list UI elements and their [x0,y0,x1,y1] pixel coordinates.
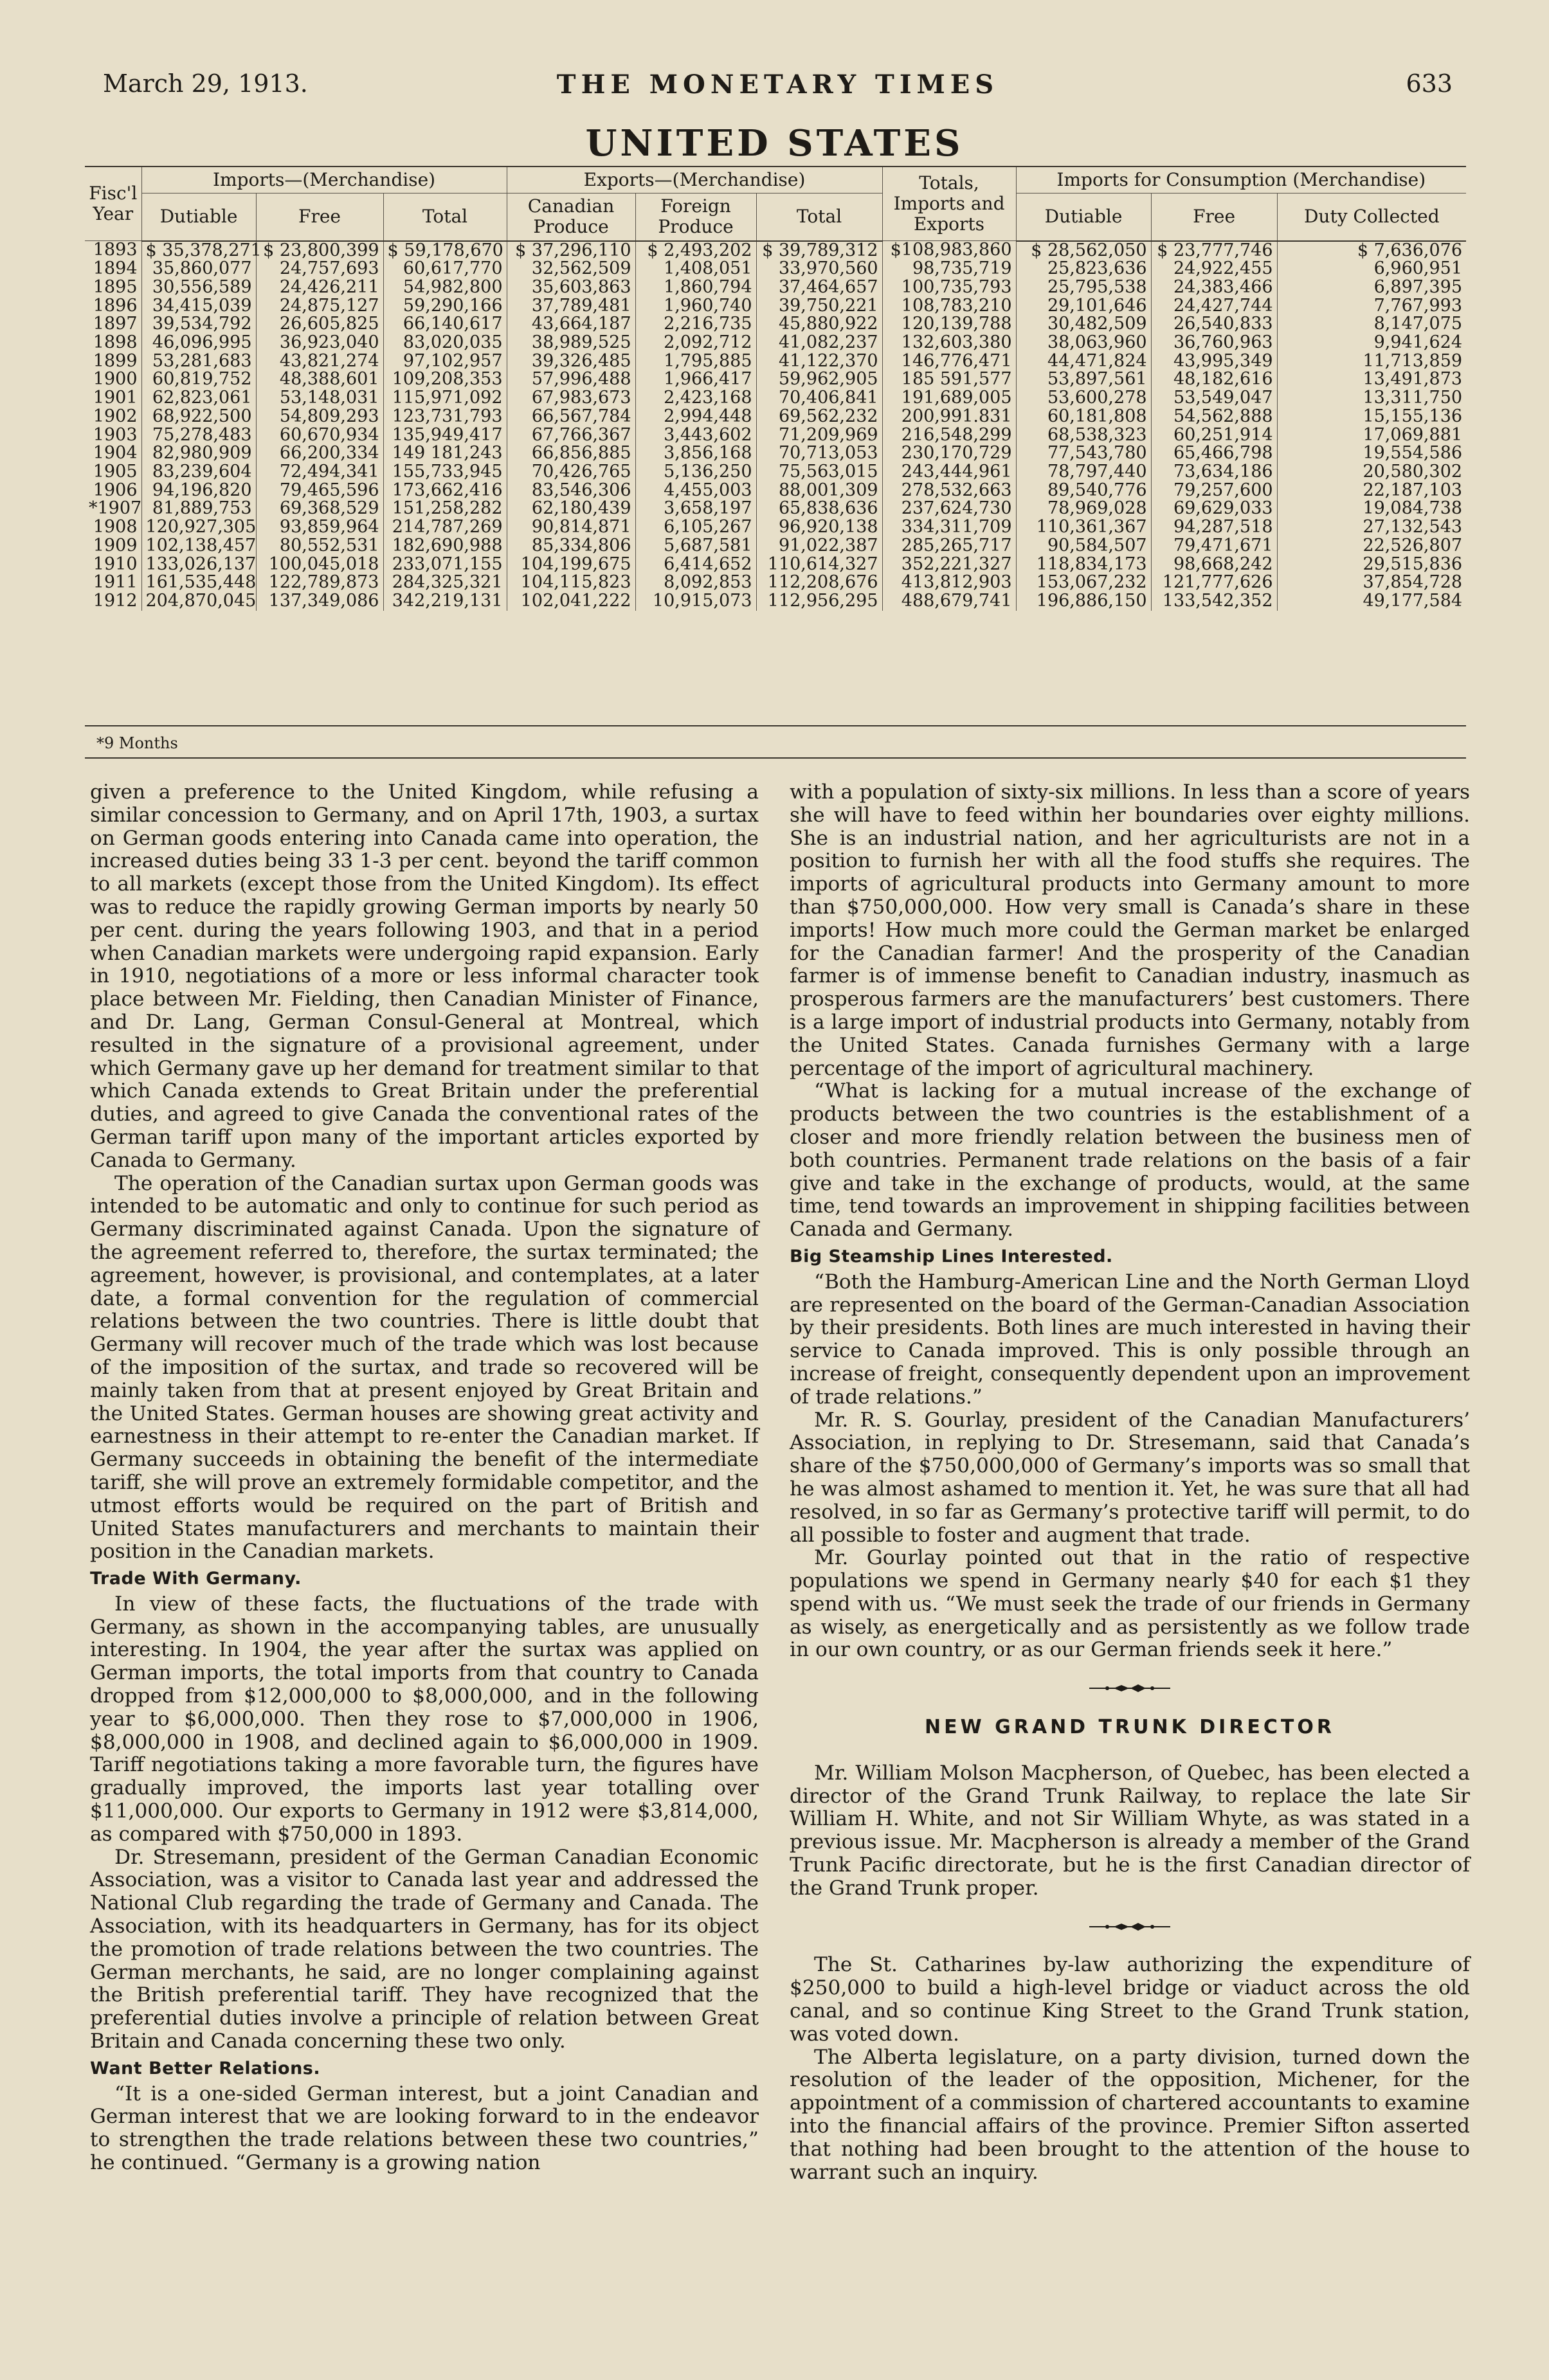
value-cell: 26,540,833 [1151,315,1277,334]
year-cell: 1900 [93,369,138,390]
value-cell: 230,170,729 [882,444,1016,463]
ornament-icon [1088,1683,1172,1693]
value-cell: 112,208,676 [756,573,882,592]
value-cell: 60,670,934 [256,426,383,445]
value-cell: 39,534,792 [141,315,256,334]
value-cell: 38,063,960 [1016,334,1151,352]
value-cell: 7,767,993 [1277,297,1466,316]
value-cell: 3,658,197 [635,500,756,518]
value-cell: 214,787,269 [383,518,507,537]
value-cell: 66,140,617 [383,315,507,334]
right-text-column [790,781,1470,2184]
value-cell: 15,155,136 [1277,408,1466,426]
value-cell: 13,491,873 [1277,370,1466,389]
value-cell: 66,200,334 [256,444,383,463]
header-exports-total: Total [756,194,882,241]
value-cell: 36,923,040 [256,334,383,352]
table-row [85,537,1466,555]
value-cell: 66,567,784 [507,408,635,426]
article-headline: NEW GRAND TRUNK DIRECTOR [925,1716,1335,1739]
table-body [85,241,1466,611]
value-cell: 68,922,500 [141,408,256,426]
value-cell: 104,115,823 [507,573,635,592]
value-cell: 80,552,531 [256,537,383,555]
value-cell: 57,996,488 [507,370,635,389]
value-cell: 71,209,969 [756,426,882,445]
value-cell: 27,132,543 [1277,518,1466,537]
value-cell: 102,138,457 [141,537,256,555]
value-cell: 81,889,753 [141,500,256,518]
value-cell: 78,969,028 [1016,500,1151,518]
header-total: Total [383,194,507,241]
value-cell: 204,870,045 [141,592,256,611]
value-cell: $108,983,860 [882,241,1016,260]
value-cell: 41,122,370 [756,352,882,371]
value-cell: 24,757,693 [256,260,383,278]
value-cell: 53,281,683 [141,352,256,371]
value-cell: 65,838,636 [756,500,882,518]
header-imports-group: Imports—(Merchandise) [141,167,507,194]
value-cell: 149 181,243 [383,444,507,463]
value-cell: 53,897,561 [1016,370,1151,389]
value-cell: 13,311,750 [1277,389,1466,408]
left-text-column [90,781,759,2175]
header-free: Free [256,194,383,241]
value-cell: 137,349,086 [256,592,383,611]
table-row [85,389,1466,408]
value-cell: 10,915,073 [635,592,756,611]
year-cell: 1906 [93,480,138,500]
value-cell: 48,182,616 [1151,370,1277,389]
value-cell: 24,426,211 [256,278,383,297]
value-cell: 94,287,518 [1151,518,1277,537]
value-cell: 196,886,150 [1016,592,1151,611]
subheading: Trade With Germany. [90,1569,302,1589]
value-cell: 35,603,863 [507,278,635,297]
value-cell: 83,239,604 [141,463,256,482]
value-cell: 161,535,448 [141,573,256,592]
header-dutiable: Dutiable [141,194,256,241]
value-cell: 60,251,914 [1151,426,1277,445]
value-cell: 36,760,963 [1151,334,1277,352]
table-row [85,260,1466,278]
table-footnote: *9 Months [96,734,178,752]
value-cell: 100,735,793 [882,278,1016,297]
value-cell: 3,856,168 [635,444,756,463]
value-cell: 1,408,051 [635,260,756,278]
value-cell: 66,856,885 [507,444,635,463]
value-cell: 133,542,352 [1151,592,1277,611]
table-row [85,426,1466,445]
value-cell: $ 37,296,110 [507,241,635,260]
year-cell: 1903 [93,424,138,445]
value-cell: 60,819,752 [141,370,256,389]
value-cell: 173,662,416 [383,482,507,500]
value-cell: 1,966,417 [635,370,756,389]
paragraph: The operation of the Canadian surtax upon German goods was intended to be automatic and only to continue for such period as Germany discriminated against Canada. Upon the signature of the agreement referred to, therefore, the surtax terminated; the agreement, however, is provisional, and contemplates, at a later date, a formal convention for the regulation of commercial relations between the two countries. There is little doubt that Germany will recover much of the trade which was lost because of the imposition of the surtax, and trade so recovered will be mainly taken from that at present enjoyed by Great Britain and the United States. German houses are showing great activity and earnestness in their attempt to re-enter the Canadian market. If Germany succeeds in obtaining the benefit of the intermediate tariff, she will prove an extremely formidable competitor, and the utmost efforts would be required on the part of British and United States manufacturers and merchants to maintain their position in the Canadian markets. [90,1171,759,1564]
value-cell: 96,920,138 [756,518,882,537]
value-cell: 2,092,712 [635,334,756,352]
header-cons-dutiable: Dutiable [1016,194,1151,241]
year-cell: 1911 [93,572,138,593]
value-cell: 24,922,455 [1151,260,1277,278]
value-cell: 120,139,788 [882,315,1016,334]
value-cell: 67,983,673 [507,389,635,408]
year-cell: 1904 [93,443,138,464]
value-cell: 79,257,600 [1151,482,1277,500]
value-cell: 59,290,166 [383,297,507,316]
header-totals: Totals, Imports and Exports [882,167,1016,241]
value-cell: 2,994,448 [635,408,756,426]
value-cell: 83,546,306 [507,482,635,500]
value-cell: 70,426,765 [507,463,635,482]
value-cell: $ 23,800,399 [256,241,383,260]
value-cell: 29,101,646 [1016,297,1151,316]
value-cell: $ 28,562,050 [1016,241,1151,260]
value-cell: 69,629,033 [1151,500,1277,518]
value-cell: 75,278,483 [141,426,256,445]
year-cell: 1894 [93,258,138,279]
value-cell: 69,562,232 [756,408,882,426]
value-cell: 118,834,173 [1016,555,1151,574]
value-cell: $ 23,777,746 [1151,241,1277,260]
value-cell: 43,821,274 [256,352,383,371]
table-row [85,555,1466,574]
value-cell: 6,414,652 [635,555,756,574]
value-cell: 182,690,988 [383,537,507,555]
value-cell: 334,311,709 [882,518,1016,537]
value-cell: 32,562,509 [507,260,635,278]
paragraph: The St. Catharines by-law authorizing the expenditure of $250,000 to build a high-level bridge or viaduct across the old canal, and so continue King Street to the Grand Trunk station, was voted down. [790,1953,1470,2046]
table-row [85,592,1466,611]
value-cell: 19,554,586 [1277,444,1466,463]
ornament-divider [790,1676,1470,1699]
value-cell: 90,814,871 [507,518,635,537]
year-cell: 1912 [93,590,138,611]
value-cell: 26,605,825 [256,315,383,334]
value-cell: 24,427,744 [1151,297,1277,316]
value-cell: 413,812,903 [882,573,1016,592]
value-cell: 49,177,584 [1277,592,1466,611]
value-cell: 2,423,168 [635,389,756,408]
value-cell: 37,789,481 [507,297,635,316]
value-cell: 6,897,395 [1277,278,1466,297]
subheading: Big Steamship Lines Interested. [790,1246,1113,1267]
value-cell: 85,334,806 [507,537,635,555]
value-cell: 1,860,794 [635,278,756,297]
value-cell: 5,687,581 [635,537,756,555]
value-cell: 17,069,881 [1277,426,1466,445]
paragraph: Mr. Gourlay pointed out that in the ratio of respective populations we spend in Germany nearly $40 for each $1 they spend with us. “We must seek the trade of our friends in Germany as wisely, as energetically and as persistently as we follow trade in our own country, or as our German friends seek it here.” [790,1546,1470,1662]
value-cell: 45,880,922 [756,315,882,334]
value-cell: 20,580,302 [1277,463,1466,482]
paragraph: with a population of sixty-six millions. In less than a score of years she will have to feed within her boundaries over eighty millions. She is an industrial nation, and her agriculturists are not in a position to furnish her with all the food stuffs she requires. The imports of agricultural products into Germany amount to more than $750,000,000. How very small is Canada’s share in these imports! How much more could the German market be enlarged for the Canadian farmer! And the prosperity of the Canadian farmer is of immense benefit to Canadian industry, inasmuch as prosperous farmers are the manufacturers’ best customers. There is a large import of industrial products into Germany, notably from the United States. Canada furnishes Germany with a large percentage of the import of agricultural machinery. [790,780,1470,1080]
issue-date: March 29, 1913. [103,69,308,98]
value-cell: 110,614,327 [756,555,882,574]
value-cell: 53,148,031 [256,389,383,408]
value-cell: 34,415,039 [141,297,256,316]
value-cell: 153,067,232 [1016,573,1151,592]
paragraph: “What is lacking for a mutual increase of the exchange of products between the two countries is the establishment of a closer and more friendly relation between the business men of both countries. Permanent trade relations on the basis of a fair give and take in the exchange of products, would, at the same time, tend towards an improvement in shipping facilities between Canada and Germany. [790,1079,1470,1241]
year-cell: 1899 [93,350,138,371]
paragraph: In view of these facts, the fluctuations of the trade with Germany, as shown in the accompanying tables, are unusually interesting. In 1904, the year after the surtax was applied on German imports, the total imports from that country to Canada dropped from $12,000,000 to $8,000,000, and in the following year to $6,000,000. Then they rose to $7,000,000 in 1906, $8,000,000 in 1908, and declined again to $6,000,000 in 1909. Tariff negotiations taking a more favorable turn, the figures have gradually improved, the imports last year totalling over $11,000,000. Our exports to Germany in 1912 were $3,814,000, as compared with $750,000 in 1893. [90,1592,759,1846]
value-cell: 83,020,035 [383,334,507,352]
table-row [85,463,1466,482]
header-canadian-produce: Canadian Produce [507,194,635,241]
table-row [85,482,1466,500]
running-head [103,69,1453,108]
page-number: 633 [1406,69,1453,98]
value-cell: 65,466,798 [1151,444,1277,463]
value-cell: 233,071,155 [383,555,507,574]
paragraph: “It is a one-sided German interest, but a joint Canadian and German interest that we are looking forward to in the endeavor to strengthen the trade relations between these two countries,” he continued. “Germany is a growing nation [90,2082,759,2175]
value-cell: 6,105,267 [635,518,756,537]
value-cell: 46,096,995 [141,334,256,352]
table-row [85,241,1466,260]
value-cell: 97,102,957 [383,352,507,371]
paragraph: “Both the Hamburg-American Line and the North German Lloyd are represented on the board of the German-Canadian Association by their presidents. Both lines are much interested in having their service to Canada improved. This is only possible through an increase of freight, consequently dependent upon an improvement of trade relations.” [790,1270,1470,1409]
header-exports-group: Exports—(Merchandise) [507,167,882,194]
publication-title: THE MONETARY TIMES [556,69,999,100]
value-cell: 25,823,636 [1016,260,1151,278]
table-title: UNITED STATES [585,122,964,165]
value-cell: 93,859,964 [256,518,383,537]
value-cell: 59,962,905 [756,370,882,389]
value-cell: 8,147,075 [1277,315,1466,334]
value-cell: 68,538,323 [1016,426,1151,445]
value-cell: 121,777,626 [1151,573,1277,592]
value-cell: 69,368,529 [256,500,383,518]
value-cell: 488,679,741 [882,592,1016,611]
value-cell: 22,526,807 [1277,537,1466,555]
value-cell: 123,731,793 [383,408,507,426]
value-cell: 44,471,824 [1016,352,1151,371]
value-cell: $ 39,789,312 [756,241,882,260]
value-cell: 11,713,859 [1277,352,1466,371]
year-cell: 1895 [93,276,138,297]
value-cell: 94,196,820 [141,482,256,500]
table-row [85,352,1466,371]
value-cell: 30,556,589 [141,278,256,297]
value-cell: 60,617,770 [383,260,507,278]
value-cell: 91,022,387 [756,537,882,555]
table-row [85,518,1466,537]
header-duty-collected: Duty Collected [1277,194,1466,241]
value-cell: 102,041,222 [507,592,635,611]
value-cell: 41,082,237 [756,334,882,352]
table-row [85,297,1466,316]
paragraph: given a preference to the United Kingdom, while refusing a similar concession to Germany, and on April 17th, 1903, a surtax on German goods entering into Canada came into operation, the increased duties being 33 1-3 per cent. beyond the tariff common to all markets (except those from the United Kingdom). Its effect was to reduce the rapidly growing German imports by nearly 50 per cent. during the years following 1903, and that in a period when Canadian markets were undergoing rapid expansion. Early in 1910, negotiations of a more or less informal character took place between Mr. Fielding, then Canadian Minister of Finance, and Dr. Lang, German Consul-General at Montreal, which resulted in the signature of a provisional agreement, under which Germany gave up her demand for treatment similar to that which Canada extends to Great Britain under the preferential duties, and agreed to give Canada the conventional rates of the German tariff upon many of the important articles exported by Canada to Germany. [90,780,759,1172]
year-cell: 1908 [93,517,138,537]
value-cell: 8,092,853 [635,573,756,592]
value-cell: 35,860,077 [141,260,256,278]
value-cell: 62,823,061 [141,389,256,408]
value-cell: 37,854,728 [1277,573,1466,592]
value-cell: 37,464,657 [756,278,882,297]
value-cell: 88,001,309 [756,482,882,500]
value-cell: 43,995,349 [1151,352,1277,371]
value-cell: 79,465,596 [256,482,383,500]
value-cell: 53,600,278 [1016,389,1151,408]
subheading: Want Better Relations. [90,2058,321,2078]
value-cell: 4,455,003 [635,482,756,500]
ornament-icon [1088,1922,1172,1932]
table-row [85,315,1466,334]
value-cell: 89,540,776 [1016,482,1151,500]
value-cell: 39,750,221 [756,297,882,316]
table-row [85,573,1466,592]
year-cell: 1896 [93,295,138,316]
value-cell: 6,960,951 [1277,260,1466,278]
value-cell: 352,221,327 [882,555,1016,574]
year-cell: 1902 [93,406,138,426]
value-cell: 79,471,671 [1151,537,1277,555]
value-cell: 284,325,321 [383,573,507,592]
value-cell: 104,199,675 [507,555,635,574]
value-cell: 191,689,005 [882,389,1016,408]
value-cell: 70,406,841 [756,389,882,408]
value-cell: 3,443,602 [635,426,756,445]
year-cell: 1901 [93,388,138,408]
value-cell: 53,549,047 [1151,389,1277,408]
header-foreign-produce: Foreign Produce [635,194,756,241]
value-cell: 39,326,485 [507,352,635,371]
year-cell: 1893 [93,240,138,260]
value-cell: 24,383,466 [1151,278,1277,297]
value-cell: 78,797,440 [1016,463,1151,482]
value-cell: $ 7,636,076 [1277,241,1466,260]
table-row [85,278,1466,297]
year-cell: *1907 [89,498,142,519]
value-cell: 108,783,210 [882,297,1016,316]
header-fiscal-year: Fisc'l Year [85,167,141,241]
value-cell: 100,045,018 [256,555,383,574]
value-cell: 19,084,738 [1277,500,1466,518]
value-cell: 2,216,735 [635,315,756,334]
table-row [85,370,1466,389]
value-cell: 30,482,509 [1016,315,1151,334]
value-cell: $ 59,178,670 [383,241,507,260]
table-row [85,408,1466,426]
value-cell: 48,388,601 [256,370,383,389]
value-cell: 54,982,800 [383,278,507,297]
value-cell: 133,026,137 [141,555,256,574]
value-cell: 243,444,961 [882,463,1016,482]
table-row [85,500,1466,518]
value-cell: 112,956,295 [756,592,882,611]
header-cons-free: Free [1151,194,1277,241]
value-cell: 22,187,103 [1277,482,1466,500]
value-cell: 278,532,663 [882,482,1016,500]
value-cell: 67,766,367 [507,426,635,445]
value-cell: 109,208,353 [383,370,507,389]
value-cell: 25,795,538 [1016,278,1151,297]
year-cell: 1897 [93,314,138,334]
value-cell: 62,180,439 [507,500,635,518]
value-cell: 135,949,417 [383,426,507,445]
year-cell: 1898 [93,332,138,353]
value-cell: 120,927,305 [141,518,256,537]
value-cell: 9,941,624 [1277,334,1466,352]
value-cell: 73,634,186 [1151,463,1277,482]
value-cell: 98,668,242 [1151,555,1277,574]
value-cell: 155,733,945 [383,463,507,482]
value-cell: 24,875,127 [256,297,383,316]
paragraph: Dr. Stresemann, president of the German Canadian Economic Association, was a visitor to Canada last year and addressed the National Club regarding the trade of Germany and Canada. The Association, with its headquarters in Germany, has for its object the promotion of trade relations between the two countries. The German merchants, he said, are no longer complaining against the British preferential tariff. They have recognized that the preferential duties involve a principle of relation between Great Britain and Canada concerning these two only. [90,1845,759,2053]
value-cell: 77,543,780 [1016,444,1151,463]
value-cell: 185 591,577 [882,370,1016,389]
value-cell: 200,991.831 [882,408,1016,426]
value-cell: 1,960,740 [635,297,756,316]
value-cell: 60,181,808 [1016,408,1151,426]
value-cell: 43,664,187 [507,315,635,334]
value-cell: 38,989,525 [507,334,635,352]
value-cell: 237,624,730 [882,500,1016,518]
value-cell: 29,515,836 [1277,555,1466,574]
value-cell: 98,735,719 [882,260,1016,278]
value-cell: 33,970,560 [756,260,882,278]
value-cell: 70,713,053 [756,444,882,463]
value-cell: 285,265,717 [882,537,1016,555]
value-cell: 132,603,380 [882,334,1016,352]
paragraph: Mr. William Molson Macpherson, of Quebec, has been elected a director of the Grand Trunk Railway, to replace the late Sir William H. White, and not Sir William Whyte, as was stated in a previous issue. Mr. Macpherson is already a member of the Grand Trunk Pacific directorate, but he is the first Canadian director of the Grand Trunk proper. [790,1761,1470,1900]
paragraph: The Alberta legislature, on a party division, turned down the resolution of the leader of the opposition, Michener, for the appointment of a commission of chartered accountants to examine into the financial affairs of the province. Premier Sifton asserted that nothing had been brought to the attention of the house to warrant such an inquiry. [790,2045,1470,2184]
table-bottom-rule [85,725,1466,726]
value-cell: 75,563,015 [756,463,882,482]
section-divider [85,757,1466,759]
table-row [85,444,1466,463]
year-cell: 1905 [93,462,138,482]
ornament-divider [790,1915,1470,1938]
value-cell: 90,584,507 [1016,537,1151,555]
trade-statistics-table-wrapper [85,167,1466,611]
value-cell: 54,809,293 [256,408,383,426]
value-cell: 110,361,367 [1016,518,1151,537]
value-cell: 54,562,888 [1151,408,1277,426]
value-cell: 151,258,282 [383,500,507,518]
table-row [85,334,1466,352]
header-consumption-group: Imports for Consumption (Merchandise) [1016,167,1466,194]
value-cell: 72,494,341 [256,463,383,482]
value-cell: 5,136,250 [635,463,756,482]
value-cell: 342,219,131 [383,592,507,611]
trade-statistics-table [85,167,1466,611]
value-cell: $ 2,493,202 [635,241,756,260]
year-cell: 1909 [93,535,138,555]
value-cell: $ 35,378,271 [141,241,256,260]
value-cell: 122,789,873 [256,573,383,592]
value-cell: 115,971,092 [383,389,507,408]
value-cell: 146,776,471 [882,352,1016,371]
value-cell: 216,548,299 [882,426,1016,445]
value-cell: 1,795,885 [635,352,756,371]
value-cell: 82,980,909 [141,444,256,463]
paragraph: Mr. R. S. Gourlay, president of the Canadian Manufacturers’ Association, in replying to Dr. Stresemann, said that Canada’s share of the $750,000,000 of Germany’s imports was so small that he was almost ashamed to mention it. Yet, he was sure that all had resolved, in so far as Germany’s protective tariff will permit, to do all possible to foster and augment that trade. [790,1408,1470,1547]
year-cell: 1910 [93,554,138,574]
